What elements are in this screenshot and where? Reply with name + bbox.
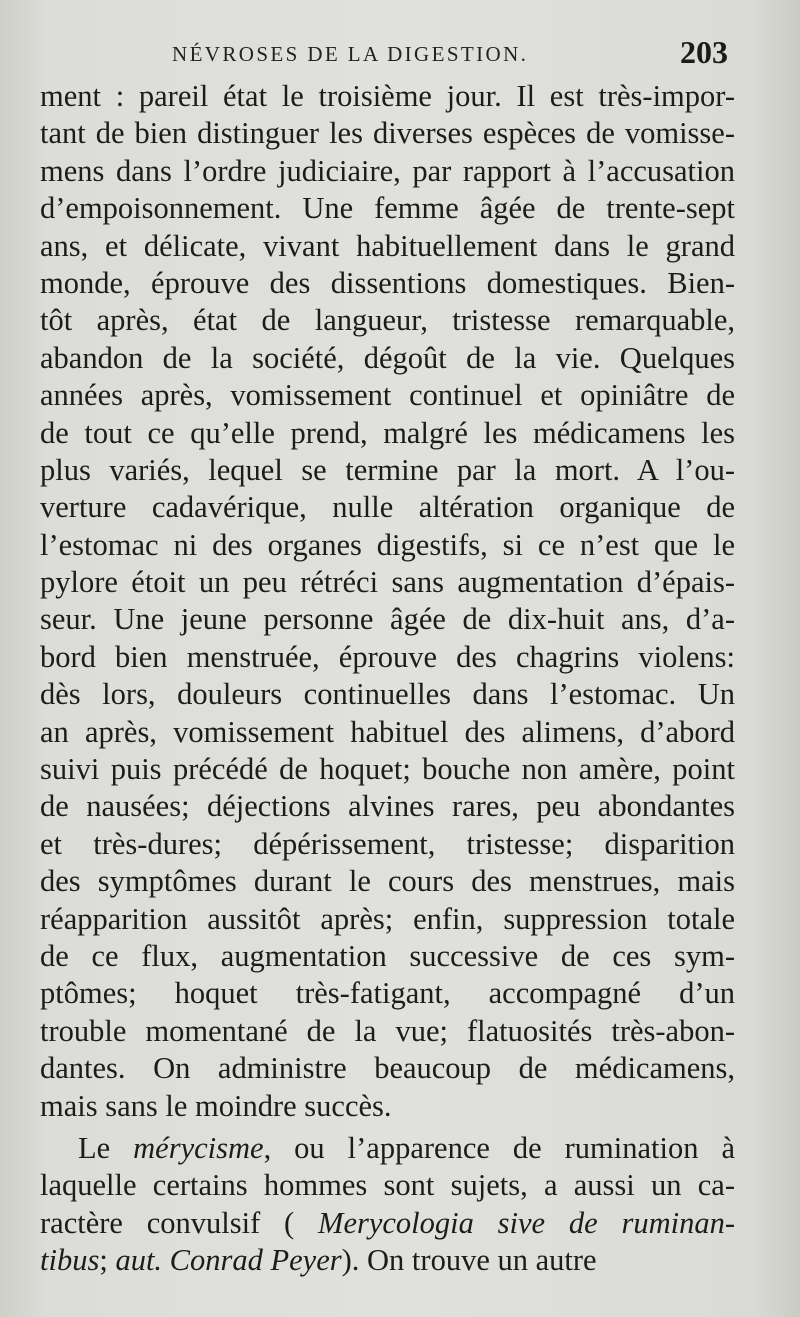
italic-term: mérycisme [133,1130,264,1165]
text-line: verture cadavérique, nulle altération organique de [40,490,735,525]
text-line: ptômes; hoquet très-fatigant, accompagné d’un [40,976,735,1011]
italic-author: Conrad Peyer [169,1243,342,1278]
text-line: de nausées; déjections alvines rares, peu abondantes [40,789,735,824]
page-header [0,28,800,78]
running-head: NÉVROSES DE LA DIGESTION. [172,42,529,66]
text-line: mais sans le moindre succès. [40,1088,392,1123]
italic-citation: Merycologia sive de ruminan- [318,1205,736,1240]
text-line: monde, éprouve des dissentions domestiques. Bien- [40,265,735,300]
text-line: abandon de la société, dégoût de la vie. Quelques [40,340,735,375]
text-run: ; [99,1243,116,1278]
text-line: pylore étoit un peu rétréci sans augmentation d’épais- [40,565,735,600]
text-line [40,1130,735,1167]
text-line: des symptômes durant le cours des menstrues, mais [40,864,735,899]
italic-citation: tibus [40,1243,100,1278]
text-line: plus variés, lequel se termine par la mort. A l’ou- [40,452,735,487]
text-run: Le [78,1130,134,1165]
text-line: l’estomac ni des organes digestifs, si ce n’est que le [40,527,735,562]
text-line: mens dans l’ordre judiciaire, par rapport à l’accusation [40,153,735,188]
text-line: d’empoisonnement. Une femme âgée de trente-sept [40,191,735,226]
text-line: trouble momentané de la vue; flatuosités très-abon- [40,1013,735,1048]
paragraph-2 [40,1130,735,1280]
text-line: suivi puis précédé de hoquet; bouche non amère, point [40,752,735,787]
text-line: et très-dures; dépérissement, tristesse; disparition [40,826,735,861]
text-line: de tout ce qu’elle prend, malgré les médicamens les [40,415,735,450]
text-line: dantes. On administre beaucoup de médicamens, [40,1051,735,1086]
text-line: années après, vomissement continuel et opiniâtre de [40,378,735,413]
text-line: tôt après, état de langueur, tristesse remarquable, [40,303,735,338]
text-line: bord bien menstruée, éprouve des chagrins violens: [40,639,735,674]
text-line: réapparition aussitôt après; enfin, suppression totale [40,901,735,936]
text-run [162,1243,170,1277]
text-line: tant de bien distinguer les diverses espèces de vomisse- [40,116,735,151]
italic-citation: aut. [115,1243,163,1278]
text-line [40,1205,735,1242]
text-line: de ce flux, augmentation successive de ces sym- [40,938,735,973]
text-line: laquelle certains hommes sont sujets, a aussi un ca- [40,1168,735,1203]
text-run: , ou l’apparence de rumination à [263,1130,736,1165]
text-line: ment : pareil état le troisième jour. Il est très-impor- [40,79,735,113]
text-run: ). On trouve un autre [341,1243,597,1278]
text-line: ans, et délicate, vivant habituellement dans le grand [40,228,735,263]
page-number: 203 [680,34,728,70]
text-line: an après, vomissement habituel des alimens, d’abord [40,714,735,749]
text-line: dès lors, douleurs continuelles dans l’estomac. Un [40,677,735,712]
paragraph-1 [40,78,735,1125]
text-line [40,1242,735,1279]
text-run: ractère convulsif ( [40,1205,295,1240]
body-text [40,78,735,1280]
text-line: seur. Une jeune personne âgée de dix-huit ans, d’a- [40,602,735,637]
